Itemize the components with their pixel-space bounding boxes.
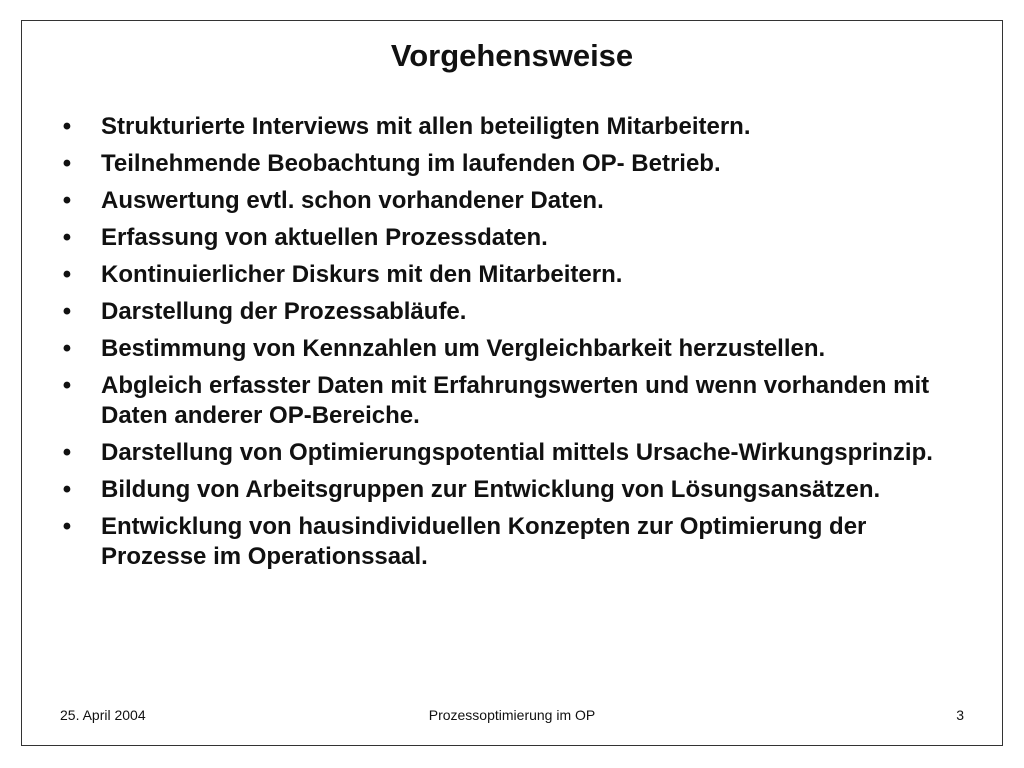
list-item <box>57 438 977 468</box>
bullet-text: Entwicklung von hausindividuellen Konzepten zur Optimierung der Prozesse im Operationssaal. <box>101 513 867 570</box>
slide-title: Vorgehensweise <box>390 38 634 73</box>
bullet-icon: • <box>62 298 72 325</box>
bullet-text: Darstellung der Prozessabläufe. <box>101 298 467 325</box>
page-number: 3 <box>956 707 964 723</box>
bullet-icon: • <box>62 150 72 177</box>
footer-title: Prozessoptimierung im OP <box>428 707 596 723</box>
bullet-text: Strukturierte Interviews mit allen beteiligten Mitarbeitern. <box>101 113 751 140</box>
list-item <box>57 223 977 253</box>
list-item <box>57 475 977 505</box>
list-item <box>57 334 977 364</box>
footer-date: 25. April 2004 <box>60 707 146 723</box>
bullet-text: Kontinuierlicher Diskurs mit den Mitarbeitern. <box>101 261 623 288</box>
bullet-icon: • <box>62 113 72 140</box>
bullet-list <box>57 112 977 579</box>
list-item <box>57 112 977 142</box>
bullet-icon: • <box>62 513 72 540</box>
list-item <box>57 186 977 216</box>
bullet-text: Auswertung evtl. schon vorhandener Daten. <box>101 187 604 214</box>
bullet-icon: • <box>62 187 72 214</box>
bullet-text: Erfassung von aktuellen Prozessdaten. <box>101 224 548 251</box>
bullet-icon: • <box>62 372 72 399</box>
bullet-text: Bildung von Arbeitsgruppen zur Entwicklung von Lösungsansätzen. <box>101 476 881 503</box>
bullet-icon: • <box>62 261 72 288</box>
list-item <box>57 297 977 327</box>
list-item <box>57 260 977 290</box>
list-item <box>57 149 977 179</box>
bullet-icon: • <box>62 335 72 362</box>
bullet-icon: • <box>62 224 72 251</box>
list-item <box>57 371 977 431</box>
bullet-text: Darstellung von Optimierungspotential mittels Ursache-Wirkungsprinzip. <box>101 439 933 466</box>
list-item <box>57 512 977 572</box>
bullet-text: Abgleich erfasster Daten mit Erfahrungswerten und wenn vorhanden mit Daten anderer OP-Bereiche. <box>101 372 930 429</box>
bullet-text: Bestimmung von Kennzahlen um Vergleichbarkeit herzustellen. <box>101 335 826 362</box>
bullet-icon: • <box>62 476 72 503</box>
bullet-text: Teilnehmende Beobachtung im laufenden OP- Betrieb. <box>101 150 721 177</box>
bullet-icon: • <box>62 439 72 466</box>
